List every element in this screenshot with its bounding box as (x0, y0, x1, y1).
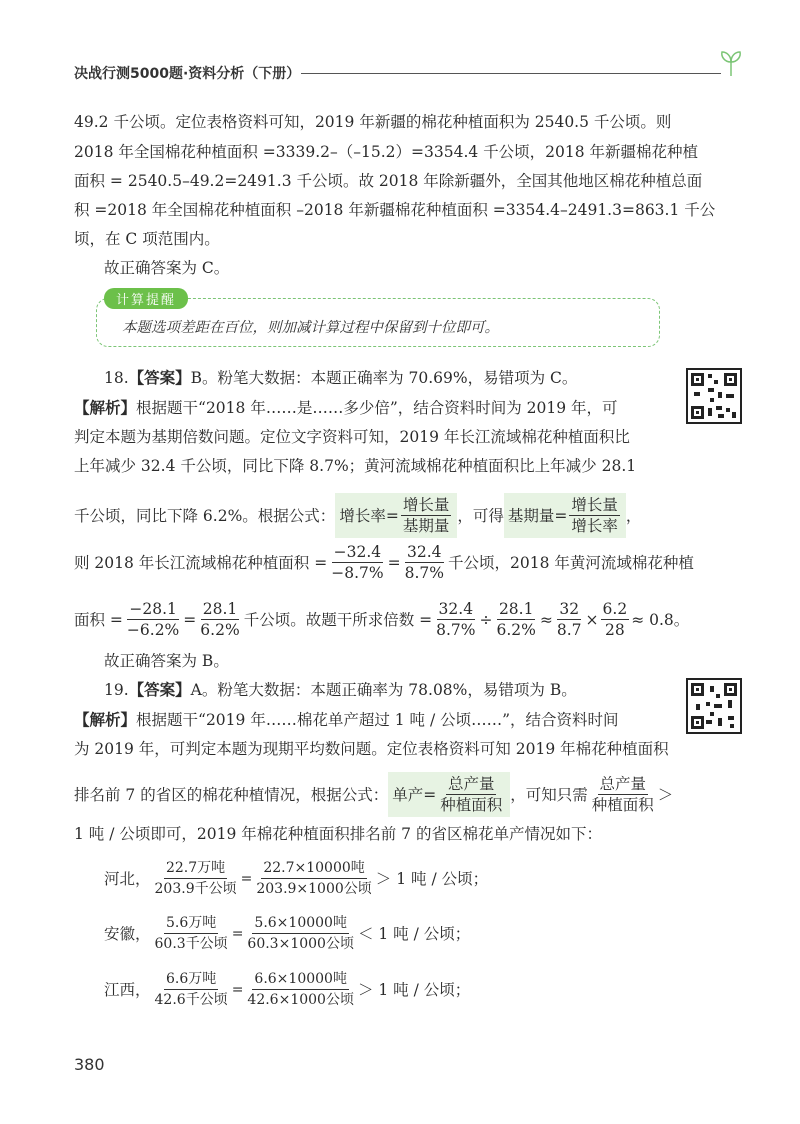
analysis-text: 根据题干“2018 年……是……多少倍”，结合资料时间为 2019 年，可 (136, 399, 618, 417)
text-segment: 排名前 7 的省区的棉花种植情况，根据公式： (74, 785, 389, 804)
q18-formula-line (74, 493, 641, 538)
fraction (245, 969, 356, 1010)
comparison: ＞ 1 吨 / 公顷； (375, 869, 489, 888)
q19-answer-header (104, 679, 577, 701)
numerator: 28.1 (202, 600, 238, 618)
answer-tag: 【答案】 (128, 368, 191, 387)
answer-detail: A。粉笔大数据：本题正确率为 78.08%，易错项为 B。 (190, 681, 577, 699)
numerator: 6.6×10000吨 (252, 969, 349, 990)
qr-code-icon[interactable] (686, 678, 742, 734)
province-name: 河北， (104, 869, 151, 888)
province-row (104, 913, 470, 954)
operator: ＞ (657, 785, 674, 804)
answer-tag: 【答案】 (128, 680, 191, 699)
text-line: 49.2 千公顷。定位表格资料可知，2019 年新疆的棉花种植面积为 2540.5 千公顷。则 (74, 113, 672, 131)
page-number: 380 (74, 1055, 105, 1074)
q18-calc-line-1 (74, 542, 694, 583)
numerator: 22.7×10000吨 (261, 858, 366, 879)
numerator: 32 (559, 600, 580, 618)
formula-left: 增长率= (339, 506, 399, 525)
q19-analysis-line (74, 709, 619, 731)
numerator: 6.2 (602, 600, 628, 618)
denominator: 8.7% (436, 621, 476, 639)
denominator: 60.3千公顷 (154, 936, 228, 952)
numerator: 5.6×10000吨 (252, 913, 349, 934)
operator: = (231, 981, 244, 998)
text-line: 为 2019 年，可判定本题为现期平均数问题。定位表格资料可知 2019 年棉花种植面积 (74, 740, 669, 758)
numerator: −28.1 (129, 600, 177, 618)
text-segment: 千公顷。故题干所求倍数 = (243, 610, 433, 629)
province-name: 安徽， (104, 924, 151, 943)
q18-analysis-line (74, 397, 618, 419)
denominator: −8.7% (331, 564, 384, 582)
text-line: 1 吨 / 公顷即可，2019 年棉花种植面积排名前 7 的省区棉花单产情况如下： (74, 825, 602, 843)
header-rule (301, 73, 721, 74)
denominator: 6.2% (200, 621, 240, 639)
text-segment: 面积 = (74, 610, 123, 629)
question-number: 18. (104, 369, 129, 387)
fraction (125, 599, 181, 640)
numerator: 28.1 (498, 600, 534, 618)
answer-line: 故正确答案为 C。 (104, 259, 230, 277)
fraction (401, 495, 452, 536)
fraction (434, 599, 477, 640)
fraction (403, 542, 446, 583)
text-segment: ，可得 (457, 506, 504, 525)
denominator: 8.7% (404, 564, 444, 582)
tip-text: 本题选项差距在百位，则加减计算过程中保留到十位即可。 (122, 320, 499, 336)
denominator: 28 (605, 621, 625, 639)
denominator: 8.7 (556, 621, 582, 639)
fraction (601, 599, 630, 640)
analysis-text: 根据题干“2019 年……棉花单产超过 1 吨 / 公顷……”，结合资料时间 (136, 711, 619, 729)
text-segment: 千公顷，2018 年黄河流域棉花种植 (447, 553, 694, 572)
numerator: 22.7万吨 (164, 858, 227, 879)
qr-pattern (688, 680, 740, 732)
fraction (495, 599, 538, 640)
province-name: 江西， (104, 980, 151, 999)
text-segment: ，可知只需 (510, 785, 588, 804)
denominator: 增长率 (571, 517, 618, 535)
denominator: 42.6×1000公顷 (247, 992, 354, 1008)
denominator: 种植面积 (440, 796, 503, 814)
formula-base-amount (504, 493, 626, 538)
numerator: 32.4 (438, 600, 474, 618)
operator: ÷ (479, 610, 493, 629)
denominator: 203.9千公顷 (154, 881, 237, 897)
q18-calc-line-2 (74, 599, 689, 640)
text-segment: ≈ 0.8。 (631, 610, 690, 629)
formula-left: 单产= (392, 785, 437, 804)
qr-code-icon[interactable] (686, 368, 742, 424)
fraction (438, 774, 504, 815)
q19-formula-line (74, 772, 673, 817)
fraction (198, 599, 241, 640)
text-segment: ， (625, 506, 642, 525)
fraction (153, 913, 230, 954)
denominator: 6.2% (496, 621, 536, 639)
text-line: 判定本题为基期倍数问题。定位文字资料可知，2019 年长江流域棉花种植面积比 (74, 428, 630, 446)
fraction (329, 542, 385, 583)
denominator: 203.9×1000公顷 (256, 881, 372, 897)
text-line: 面积 = 2540.5–49.2=2491.3 千公顷。故 2018 年除新疆外，全国其他地区棉花种植总面 (74, 172, 703, 190)
leaf-icon (716, 48, 746, 78)
question-number: 19. (104, 681, 129, 699)
formula-unit-yield (388, 772, 510, 817)
header-title: 决战行测5000题·资料分析（下册） (74, 66, 301, 82)
answer-line: 故正确答案为 B。 (104, 652, 229, 670)
operator: = (231, 925, 244, 942)
operator: × (585, 610, 599, 629)
fraction (254, 858, 373, 899)
numerator: 6.6万吨 (164, 969, 218, 990)
fraction (555, 599, 584, 640)
denominator: 基期量 (402, 517, 450, 535)
fraction (153, 858, 239, 899)
text-segment: 千公顷，同比下降 6.2%。根据公式： (74, 506, 336, 525)
fraction (245, 913, 356, 954)
comparison: ＜ 1 吨 / 公顷； (357, 924, 471, 943)
analysis-tag: 【解析】 (74, 398, 137, 417)
text-line: 积 =2018 年全国棉花种植面积 –2018 年新疆棉花种植面积 =3354.4–2491.3=863.1 千公 (74, 201, 716, 219)
province-row (104, 858, 488, 899)
qr-pattern (688, 370, 740, 422)
text-line: 2018 年全国棉花种植面积 =3339.2–（–15.2）=3354.4 千公顷，2018 年新疆棉花种植 (74, 143, 699, 161)
q18-answer-header (104, 367, 577, 389)
numerator: 总产量 (447, 775, 495, 793)
numerator: 增长量 (402, 496, 450, 514)
formula-growth-rate (335, 493, 457, 538)
denominator: 种植面积 (591, 796, 654, 814)
text-line: 上年减少 32.4 千公顷，同比下降 8.7%；黄河流域棉花种植面积比上年减少 28.1 (74, 457, 637, 475)
denominator: 42.6千公顷 (154, 992, 228, 1008)
operator: = (183, 610, 197, 629)
numerator: 32.4 (407, 543, 442, 561)
formula-left: 基期量= (507, 506, 568, 525)
fraction (569, 495, 620, 536)
denominator: −6.2% (126, 621, 180, 639)
fraction (153, 969, 230, 1010)
analysis-tag: 【解析】 (74, 710, 137, 729)
numerator: 总产量 (599, 775, 647, 793)
numerator: 增长量 (571, 496, 618, 514)
operator: ≈ (539, 610, 553, 629)
operator: = (240, 870, 253, 887)
text-segment: 则 2018 年长江流域棉花种植面积 = (74, 553, 328, 572)
numerator: −32.4 (333, 543, 382, 561)
numerator: 5.6万吨 (164, 913, 218, 934)
text-line: 顷，在 C 项范围内。 (74, 230, 220, 248)
answer-detail: B。粉笔大数据：本题正确率为 70.69%，易错项为 C。 (190, 369, 578, 387)
province-row (104, 969, 470, 1010)
denominator: 60.3×1000公顷 (247, 936, 354, 952)
fraction (590, 774, 656, 815)
operator: = (387, 553, 401, 572)
comparison: ＞ 1 吨 / 公顷； (357, 980, 471, 999)
tip-tag: 计算提醒 (104, 288, 188, 309)
